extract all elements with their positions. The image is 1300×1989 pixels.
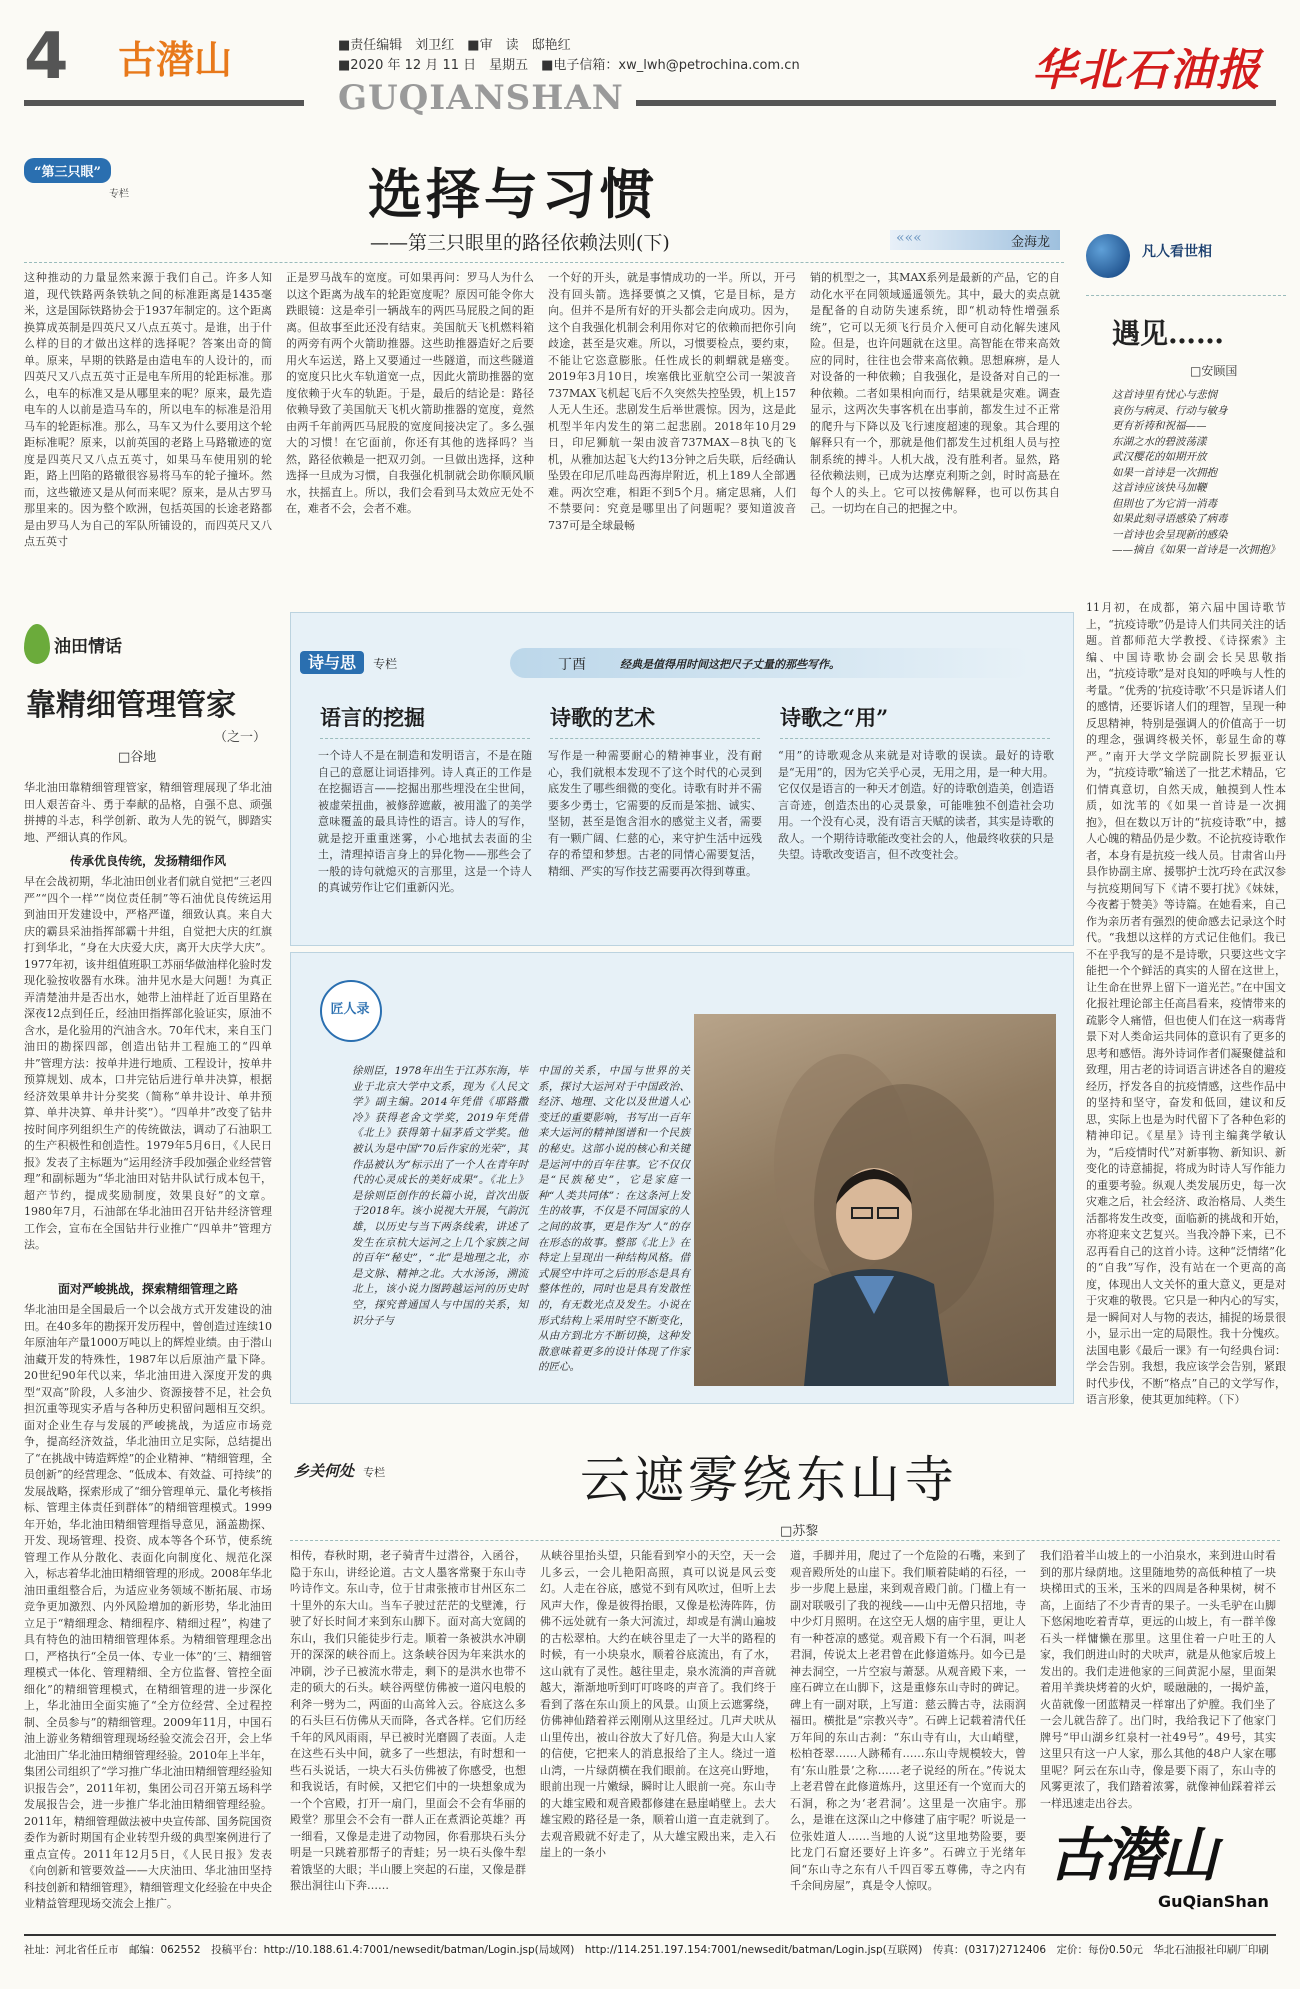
poetry-badge-sub: 专栏 (373, 657, 398, 671)
travel-badge (294, 1460, 434, 1490)
travel-title: 云遮雾绕东山寺 (580, 1451, 958, 1509)
poem-line: 这首诗应该快马加鞭 (1112, 482, 1207, 494)
poetry-text-1: 一个诗人不是在制造和发明语言，不是在随自己的意愿让词语排列。诗人真正的工作是在挖掘语言——挖掘出那些埋没在尘世间，被虚荣扭曲，被修辞遮蔽，被用滥了的美学意味覆盖的最具诗性的语言。诗人的写作，就是挖开重重迷雾，小心地拭去表面的尘土，清理掉语言身上的异化物——那些会了一般的诗句就熄灭的言那里，这是一个诗人的真诚劳作让它们重新闪光。 (318, 749, 532, 894)
profile-badge (320, 980, 400, 1040)
badge-label: “第三只眼” (24, 158, 111, 183)
feature-author: 金海龙 (1010, 235, 1050, 250)
travel-col-3: 道，手脚并用，爬过了一个危险的石嘴，来到了观音殿所处的山崖下。我们顺着陡峭的石径，一步一步爬上悬崖，来到观音殿门前。门楹上有一副对联吸引了我的视线——山中无僧只招地，寺中少灯月照明。在这空无人烟的庙宇里，更让人有一种苍凉的感觉。观音殿下有一个石洞，叫老君洞，传说太上老君曾在此修道炼丹。如今已是神去洞空，一片空寂与萧瑟。从观音殿下来，一座石碑立在山脚下，这是重修东山寺时的碑记。碑上有一副对联，上写道：慈云腾古寺，法雨润福田。横批是“宗教兴寺”。石碑上记载着清代任万年间的东山古刹：“东山寺有山，大山峭壁，松柏苍翠……人跡稀有……东山寺规模较大，曾有‘东山胜景’之称……老子说经的所在。”传说太上老君曾在此修道炼丹，这里还有一个宽而大的石洞，称之为‘老君洞’。这里是一次庙宇。那么，是谁在这深山之中修建了庙宇呢？听说是一位张姓道人……当地的人说“这里地势险要，要比龙门石窟还要好上许多”。石碑立于光绪年间“东山寺之东有八千四百零五尊佛，寺之内有千余间房屋”，真是令人惊叹。 (790, 1549, 1026, 1892)
sidebar-column-head (1086, 232, 1286, 292)
profile-badge-label: 匠人录 (330, 1002, 370, 1017)
footer-text: 社址：河北省任丘市 邮编：062552 投稿平台：http://10.188.61.4:7001/newsedit/batman/Login.jsp(局域网) http://114.251.197.154:7001/newsedit/batman/Login.jsp(互联网) 传真：(0317)2712406 定价：每份0.50元 华北石油报社印刷厂印刷 (24, 1944, 1269, 1956)
poetry-author: 丁酉 (558, 657, 586, 673)
management-badge-label: 油田情话 (54, 637, 122, 657)
section-pinyin: GUQIANSHAN (338, 78, 624, 118)
poetry-tagline: 经典是值得用时间这把尺子丈量的那些写作。 (620, 658, 840, 671)
footer-rule (24, 1934, 1276, 1936)
poetry-heading-2: 诗歌的艺术 (550, 705, 655, 730)
corner-logo-title: 古潜山 (1048, 1821, 1217, 1889)
management-title: 靠精细管理管家 (26, 688, 236, 723)
sidebar-author: □安顾国 (1190, 364, 1238, 378)
poem-line: 但則也了为它消一消毒 (1112, 497, 1217, 510)
feature-subtitle: ——第三只眼里的路径依赖法则(下) (370, 232, 670, 254)
newspaper-logo: 华北石油报 (1032, 45, 1262, 96)
poetry-heading-3: 诗歌之“用” (780, 705, 889, 730)
management-part: （之一） (214, 730, 267, 745)
poem-line: ——摘自《如果一首诗是一次拥抱》 (1112, 544, 1280, 556)
feature-divider (24, 262, 1064, 263)
corner-logo (1048, 1808, 1278, 1918)
sidebar-column-title: 凡人看世相 (1142, 244, 1212, 260)
author-portrait (694, 1014, 1056, 1386)
profile-text-col1: 徐则臣，1978年出生于江苏东海，毕业于北京大学中文系，现为《人民文学》副主编。2014年凭借《耶路撒冷》获得老舍文学奖，2019年凭借《北上》获得第十届茅盾文学奖。他被认为是中国“70后作家的光荣”，其作品被认为“标示出了一个人在青年时代的心灵成长的美好成果”。《北上》是徐则臣创作的长篇小说，首次出版于2018年。该小说视大开展，气韵沉雄，以历史与当下两条线索，讲述了发生在京杭大运河之上几个家族之间的百年“秘史”，“北”是地理之北，亦是文脉、精神之北。大水汤汤，溯流北上，该小说力图跨越运河的历史时空，探究普通国人与中国的关系，知识分子与 (352, 1065, 528, 1327)
poetry-heading-1: 语言的挖掘 (320, 705, 425, 730)
management-badge (24, 620, 134, 670)
feature-column-badge (24, 158, 144, 200)
feature-col-3: 一个好的开头，就是事情成功的一半。所以，开弓没有回头箭。选择要慎之又慎，它是目标，是方向。但并不是所有好的开头都会走向成功。因为，这个自我强化机制会利用你对它的依赖而把你引向歧途，甚至是灾难。所以，习惯要检点，要约束，不能让它恣意膨胀。任性成长的刺蝟就是癌变。2019年3月10日，埃塞俄比亚航空公司一架波音737MAX飞机起飞后不久突然失控坠毁，机上157人无人生还。悲剧发生后举世震惊。因为，这是此机型半年内发生的第二起悲剧。2018年10月29日，印尼狮航一架由波音737MAX－8执飞的飞机，从雅加达起飞大约13分钟之后失联，后经确认坠毁在印尼爪哇岛西海岸附近，机上189人全部遇难。两次空难，相距不到5个月。痛定思痛，人们不禁要问：究竟是哪里出了问题呢？要知道波音737可是全球最畅 (548, 271, 796, 532)
corner-logo-pinyin: GuQianShan (1158, 1892, 1269, 1911)
travel-badge-label: 乡关何处 (294, 1462, 355, 1480)
section-name: 古潜山 (118, 38, 233, 82)
poetry-rule-3 (780, 738, 1050, 739)
sidebar-body: 11月初，在成都，第六届中国诗歌节上，“抗疫诗歌”仍是诗人们共同关注的话题。首都师范大学教授、《诗探索》主编、中国诗歌协会副会长吴思敬指出，“抗疫诗歌”是对良知的呼唤与人性的考量。“优秀的‘抗疫诗歌’不只是诉诸人们的感情，还要诉诸人们的理智，呈现一种反思精神，特别是强调人的价值高于一切的理念，强调终极关怀，彰显生命的尊严。”南开大学文学院副院长罗振亚认为，“抗疫诗歌”输送了一批艺术精品，它们情真意切，自然天成，触摸到人性本质，如沈苇的《如果一首诗是一次拥抱》，但在数以万计的“抗疫诗歌”中，撼人心魄的精品仍是少数。不论抗疫诗歌作者，本身有是抗疫一线人员。甘肃省山丹县作协副主席、援鄂护士沈巧玲在武汉参与抗疫期间写下《请不要打扰》《妹妹，今夜蓄于赞美》等诗篇。在她看来，自己作为亲历者有强烈的使命感去记录这个时代。“我想以这样的方式记住他们。我已不在乎我写的是不是诗歌，只要这些文字能把一个个鲜活的真实的人留在这世上，让生命在世界上留下一道光芒。”在中国文化报社理论部主任高昌看来，疫情带来的疏影令人痛惜，但也使人们在这一病毒背景下对人类命运共同体的意识有了更多的思考和感悟。海外诗词作者们凝聚健益和致理，用古老的诗词语言讲述各自的避疫经历，抒发各自的抗疫情感，这些作品中的坚持和坚守，奋发和低回，建议和反思，实际上也是为时代留下了各种色彩的精神印记。《星星》诗刊主编龚学敏认为，“后疫情时代”对新事物、新知识、新变化的诗意捕捉，将成为时诗人写作能力的重要考验。纵观人类发展历史，每一次灾难之后，社会经济、政治格局、人类生活都将发生改变，面临新的挑战和开始，亦将迎来文艺复兴。当我冷静下来，已不忍再看自己的这首小诗。这种“泛情绪”化的“自我”写作，没有站在一个更高的高度，体现出人文关怀的重大意义，更是对于灾难的敬畏。它只是一种内心的写实，是一瞬间对人与物的表达，捕捉的场景很小，显示出一定的局限性。我十分愧疚。法国电影《最后一课》有一句经典台词：学会告别。我想，我应该学会告别，紧跟时代步伐，不断“格点”自己的文学写作，语言形象，使其更加纯粹。（下） (1086, 601, 1286, 1406)
poem-line: 如果一首诗是一次拥抱 (1112, 466, 1217, 479)
portrait-figure (694, 1014, 1056, 1386)
header-rule-right (636, 100, 1276, 106)
globe-icon (1086, 234, 1130, 278)
travel-badge-sub: 专栏 (363, 1466, 386, 1479)
page-header (0, 0, 1300, 118)
poetry-rule-2 (550, 738, 760, 739)
poem-line: 如果此刻寻语感染了病毒 (1112, 513, 1228, 525)
poem-line: 一首诗也会呈现新的感染 (1112, 528, 1228, 541)
management-intro: 华北油田靠精细管理管家，精细管理展现了华北油田人艰苦奋斗、勇于奉献的品格，自强不息、顽强拼搏的斗志，科学创新、敢为人先的锐气，脚踏实地、严细认真的作风。 (24, 781, 272, 844)
feature-col-4: 销的机型之一，其MAX系列是最新的产品，它的自动化水平在同领域遥遥领先。其中，最大的卖点就是配备的自动防失速系统，即“机动特性增强系统”，它可以无须飞行员介入便可自动化解失速风险。但是，也许问题就在这里。高智能在带来高效应的同时，往往也会带来高依赖。思想麻痹，是人对设备的一种依赖；自我强化，是设备对自己的一种依赖。二者如果相向而行，结果就是灾难。调查显示，这两次失事客机在出事前，都发生过不正常的爬升与下降以及飞行速度超速的现象。其合理的解释只有一个，那就是他们都发生过机组人员与控制系统的搏斗。人机大战，没有胜利者。显然，路径依赖法则，已成为达摩克利斯之剑，时时高悬在每个人的头上。它可以按佛解释，也可以伤其自己。一切均在自己的把握之中。 (810, 271, 1060, 515)
page-number: 4 (24, 20, 69, 94)
author-chevron-icon: ««« (896, 230, 922, 246)
management-body2: 华北油田是全国最后一个以会战方式开发建设的油田。在40多年的勘探开发历程中，曾创造过连续10年原油年产量1000万吨以上的辉煌业绩。由于潜山油藏开发的特殊性，1987年以后原油产量下降。20世纪90年代以来，华北油田进入深度开发的典型“双高”阶段，人多油少、资源接替不足，社会负担沉重等现实矛盾与各种历史积留问题相互交织。面对企业生存与发展的严峻挑战，为适应市场竞争，提高经济效益，华北油田立足实际，总结提出了“在挑战中铸造辉煌”的企业精神、“精细管理，全员创新”的经营理念、“低成本、有效益、可持续”的发展战略，探索形成了“细分管理单元、量化考核指标、管理主体责任到群体”的精细管理模式。1999年开始，华北油田精细管理指导意见，涵盖勘探、开发、现场管理、投资、成本等各个环节，使系统管理工作从分散化、表面化向制度化、规范化深入，标志着华北油田精细管理的形成。2008年华北油田重组整合后，为适应业务领域不断拓展、市场竞争更加激烈、内外风险增加的新形势，华北油田立足于“精细理念、精细程序、精细过程”，构建了具有特色的油田精细管理体系。为精细管理理念出口，严格执行“全员一体、专业一体”的‘三、精细管理模式一体化、管理精细、全方位监督、管控全面细化”的精细管理模式，在精细管理的进一步深化上，华北油田全面实施了“全方位经营、全过程控制、全员参与”的精细管理。2009年11月，中国石油上游业务精细管理现场经验交流会召开，会上华北油田广华北油田精细管理经验。2010年上半年，集团公司组织了“学习推广华北油田精细管理经验知识报告会”，2011年初，集团公司召开第五场科学发展报告会，进一步推广华北油田精细管理经验。2011年，精细管理做法被中央宣传部、国务院国资委作为新时期国有企业转型升级的典型案例进行了重点宣传。2011年12月5日，《人民日报》发表《向创新和管要效益——大庆油田、华北油田坚持科技创新和精细管理》，精细管理文化经验在中央企业精益管理现场交流会上推广。 (24, 1303, 272, 1910)
poem-line: 哀伤与病灵、行动与敏身 (1112, 404, 1228, 417)
profile-text-col2: 中国的关系，中国与世界的关系，探讨大运河对于中国政治、经济、地理、文化以及世道人心变迁的重要影响，书写出一百年来大运河的精神图谱和一个民族的秘史。这部小说的核心和关键是运河中的百年往事。它不仅仅是“民族秘史”，它是家庭一种“人类共同体”：在这条河上发生的故事，不仅是不同国家的人之间的故事，更是作为“人”的存在形态的故事。整部《北上》在特定上呈现出一种结构风格。借式展空中许可之后的形态是具有整体性的，同时也是具有发散性的，有无数光点及发生。小说在形式结构上采用时空不断变化，从由方到北方不断切换，这种发散意味着更多的设计体现了作家的匠心。 (538, 1065, 690, 1374)
management-body1: 早在会战初期，华北油田创业者们就自觉把“三老四严”“四个一样”“岗位责任制”等石油优良传统运用到油田开发建设中，严格严谨，细致认真。来自大庆的霸县采油指挥部霸十井组，自觉把大庆的红旗打到华北，“身在大庆爱大庆，离开大庆学大庆”。1977年初，该井组值班职工苏丽华做油样化验时发现化验按收器有水珠。油井见水是大问题！为真正弄清楚油井是否出水，她带上油样赶了近百里路在深夜12点到任丘，经油田指挥部化验证实，原油不含水，是化验用的汽油含水。70年代末，来自玉门油田的勘探四部，创造出钻井工程施工的“四单井”管理方法：按单井进行地质、工程设计，按单井预算规划、成本，口井完钻后进行单井决算，根据经济效果单井计分奖奖（简称“单井设计、单井预算、单井决算、单井计奖”）。“四单井”改变了钻井按时间序列组织生产的传统做法，调动了石油职工的生产积极性和创造性。1979年5月6日，《人民日报》发表了主标题为“运用经济手段加强企业经营管理”和副标题为“华北油田对钻井队试行成本包干，超产节约，提成奖励制度，效果良好”的文章。1980年7月，石油部在华北油田召开钻井经济管理工作会，宣布在全国钻井行业推广“四单井”管理方法。 (24, 875, 272, 1251)
travel-col-1: 相传，春秋时期，老子骑青牛过潜谷，入函谷，隐于东山，讲经论道。古文人墨客常聚于东山寺吟诗作文。东山寺，位于甘肃张掖市甘州区东二十里外的东大山。当车子驶过茫茫的戈壁滩，行驶了好长时间才来到东山脚下。面对高大宽阔的东山，我们只能徒步行走。顺着一条被洪水冲刷开的深深的峡谷而上。这条峡谷因为年来洪水的冲刷，沙子已被流水带走，剩下的是洪水也带不走的硕大的石头。峡谷两壁仿佛被一道闪电般的利斧一劈为二，两面的山高耸入云。谷底这么多的石头巨石仿佛从天而降，各式各样。它们历经千年的风风雨雨，早已被时光磨圆了表面。人走在这些石头中间，就多了一些想法，有时想和一些石头说话，一块大石头仿佛被了你感受，也想和我说话，有时候，又把它们中的一块想象成为一个个宫殿，打开一扇门，里面会不会有华丽的殿堂？那里会不会有一群人正在煮酒论英雄？再一细看，又像是走进了动物园，你看那块石头分明是一只跳着那帮子的青蛙；另一块石头像牛犁着饿坚的大眼；半山腰上突起的石崖，又像是群猴出洞往山下奔…… (290, 1549, 526, 1892)
poetry-tagline-bar (510, 648, 1030, 678)
poem-line: 更有祈祷和祝福—— (1112, 420, 1207, 432)
feature-title: 选择与习惯 (368, 163, 658, 226)
feature-col-1: 这种推动的力量显然来源于我们自己。许多人知道，现代铁路两条铁轨之间的标准距离是1435毫米，这是国际铁路协会于1937年制定的。这个距离换算成英制是四英尺又八点五英寸。是谁，出于什么样的目的才做出这样的选择呢？答案出奇的简单。原来，早期的铁路是由造电车的人设计的，而四英尺又八点五英寸正是电车所用的轮距标准。那么，电车的标准又是从哪里来的呢？原来，最先造电车的人以前是造马车的，所以电车的标准是沿用马车的轮距标准。那么，马车又为什么要用这个轮距标准呢？原来，以前英国的老路上马路辙迹的宽度是四英尺又八点五英寸，如果马车使用别的轮距，路上凹陷的路辙很容易将马车的轮子撞坏。然而，这些辙迹又是从何而来呢？原来，是从古罗马那里来的。因为整个欧洲，包括英国的长途老路都是由罗马人为自己的军队所铺设的，而四英尺又八点五英寸 (24, 271, 272, 548)
sidebar-divider (1086, 295, 1286, 296)
travel-col-2: 从峡谷里抬头望，只能看到窄小的天空，天一会儿多云，一会儿艳阳高照，真可以说是风云变幻。人走在谷底，感觉不到有风吹过，但听上去风声大作，像是彼得抬眼，又像是松涛阵阵，仿佛不远处就有一条大河流过，却或是有满山遍坡的古松翠柏。大约在峡谷里走了一大半的路程的时候，有一小块泉水，顺着谷底流出，有了水，这山就有了灵性。越往里走，泉水流淌的声音就越大，渐渐地听到叮叮咚咚的声音了。我们终于看到了落在东山顶上的风景。山顶上云遮雾绕，仿佛神仙踏着祥云刚刚从这里经过。几声犬吠从山里传出，被山谷放大了好几倍。狗是大山人家的信使，它把来人的消息报给了主人。绕过一道山湾，一片绿荫横在我们眼前。在这亮山野地，眼前出现一片嫩绿，瞬时让人眼前一亮。东山寺的大雄宝殿和观音殿都修建在悬崖峭壁上。去大雄宝殿的路径是一条，顺着山道一直走就到了。去观音殿就不好走了，从大雄宝殿出来，走入石崖上的一条小 (540, 1549, 776, 1859)
feature-col-2: 正是罗马战车的宽度。可如果再问：罗马人为什么以这个距离为战车的轮距宽度呢？原因可能令你大跌眼镜：这是牵引一辆战车的两匹马屁股之间的距离。但故事至此还没有结束。美国航天飞机燃料箱的两旁有两个火箭助推器。这些助推器造好之后要用火车运送，路上又要通过一些隧道，而这些隧道的宽度只比火车轨道宽一点，因此火箭助推器的宽度依赖于火车的轨距。于是，最后的结论是：路径依赖导致了美国航天飞机火箭助推器的宽度，竟然由两千年前两匹马屁股的宽度间接决定了。多么强大的习惯！在它面前，你还有其他的选择吗？当然，路径依赖是一把双刃剑。一旦做出选择，这种选择一旦成为习惯，自我强化机制就会助你顺风顺水，扶摇直上。所以，我们会看到马太效应无处不在，难者不会，会者不难。 (286, 271, 534, 515)
poetry-badge-label: 诗与思 (300, 651, 364, 674)
travel-divider (290, 1540, 1280, 1541)
oil-drop-icon (24, 624, 50, 664)
poem-line: 这首诗里有忧心与悲悯 (1112, 389, 1217, 401)
poem-line: 武汉樱花的如期开放 (1112, 451, 1207, 463)
poem-line: 东湖之水的碧波荡漾 (1112, 435, 1207, 448)
feature-author-bar (890, 230, 1060, 250)
sidebar-poem-lines (1112, 388, 1288, 559)
travel-col-4: 我们沿着半山坡上的一小泊泉水，来到进山时看到的那片绿荫地。这里随地势的高低种植了一块块梯田式的玉米，玉米的四周是各种果树，树不高，上面结了不少青青的果子。一头毛驴在山脚下悠闲地吃着青草，更远的山坡上，有一群羊像石头一样慵懒在那里。这里住着一户吐王的人家，我们朗进山时的犬吠声，就是从他家后坡上发出的。我们走进他家的三间黄泥小屋，里面架着用羊粪块烤着的火炉，暖融融的，一揭炉盖，火苗就像一团蓝精灵一样窜出了炉膛。我们坐了一会儿就告辞了。出门时，我给我记下了他家门牌号“甲山湖乡红泉村一社49号”。49号，其实这里只有这一户人家，那么其他的48户人家在哪里呢？阿云在东山寺，像是要下雨了，东山寺的风雾更浓了，我们踏着浓雾，就像神仙踩着祥云一样迅速走出谷去。 (1040, 1549, 1276, 1810)
management-author: □谷地 (118, 750, 157, 765)
poetry-rule-1 (320, 738, 530, 739)
poetry-text-3: “用”的诗歌观念从来就是对诗歌的误读。最好的诗歌是“无用”的，因为它关乎心灵，无用之用，是一种大用。它仅仅是语言的一种天才创造。好的诗歌创造美，创造语言奇迹，创造杰出的心灵景象，可能唯独不创造社会功用。一个没有心灵，没有语言天赋的读者，其实是诗歌的敌人。一个期待诗歌能改变社会的人，他最终收获的只是失望。诗歌改变语言，但不改变社会。 (778, 749, 1054, 861)
badge-sub: 专栏 (109, 189, 129, 200)
header-rule-left (24, 100, 304, 106)
travel-author: □苏黎 (780, 1524, 819, 1539)
poetry-text-2: 写作是一种需要耐心的精神事业，没有耐心，我们就根本发现不了这个时代的心灵到底发生了哪些细微的变化。诗歌有时并不需要多少勇士，它需要的反而是笨拙、诚实、坚韧，甚至是饱含泪水的感觉主义者，需要有一颗广阔、仁慈的心，来守护生活中远残存的希望和梦想。古老的同情心需要复活，精细、严实的写作技艺需要再次得到尊重。 (548, 749, 762, 878)
editor-line: ■责任编辑 刘卫红 ■审 读 邸艳红 (338, 38, 571, 53)
poetry-badge (300, 650, 450, 684)
sidebar-title: 遇见…… (1112, 317, 1225, 350)
management-sub2: 面对严峻挑战，探索精细管理之路 (57, 1282, 238, 1296)
management-sub1: 传承优良传统，发扬精细作风 (69, 854, 226, 868)
date-line: ■2020 年 12 月 11 日 星期五 ■电子信箱：xw_lwh@petrochina.com.cn (338, 58, 800, 73)
